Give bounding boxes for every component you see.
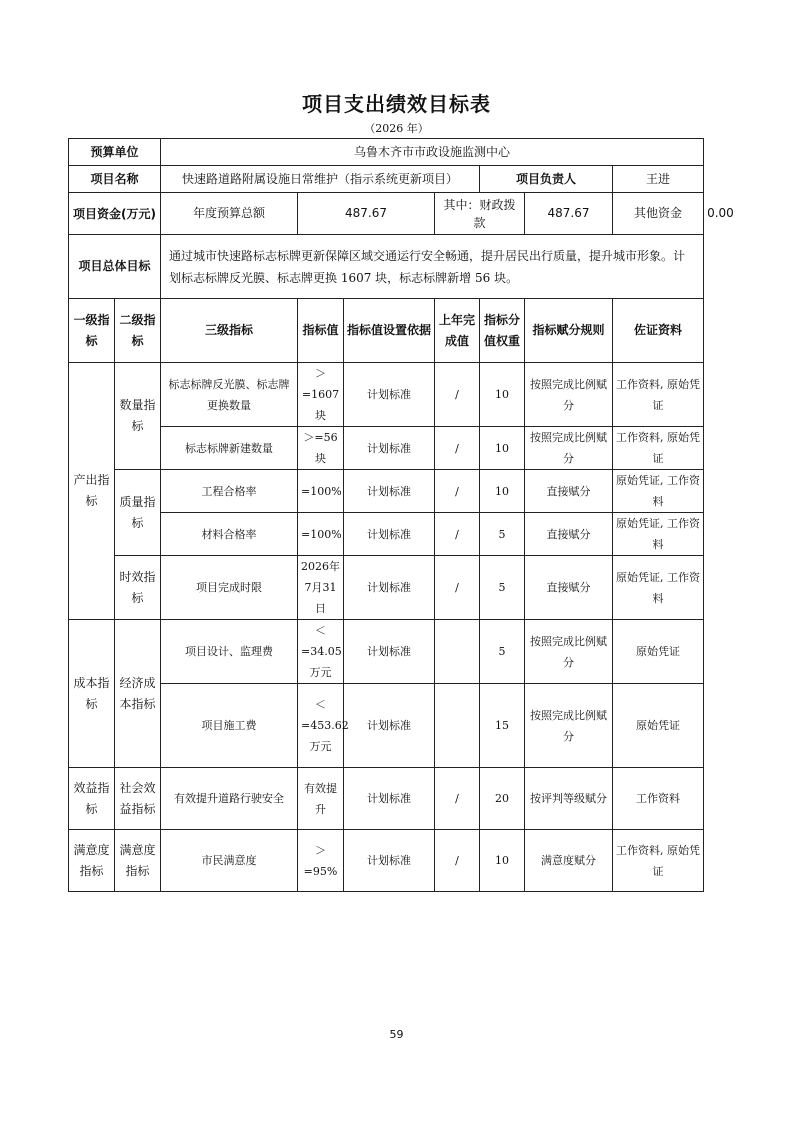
last-year-cell: /: [435, 768, 480, 830]
weight-cell: 10: [480, 363, 525, 427]
value-cell: ＜=453.62万元: [298, 684, 344, 768]
weight-cell: 20: [480, 768, 525, 830]
page-title: 项目支出绩效目标表: [302, 92, 491, 116]
last-year-cell: [435, 620, 480, 684]
last-year-cell: /: [435, 363, 480, 427]
table-row: [69, 363, 704, 427]
table-row: [69, 427, 704, 470]
value-cell: ＞=95%: [298, 830, 344, 892]
rule-cell: 直接赋分: [525, 513, 613, 556]
evidence-cell: 工作资料, 原始凭证: [613, 830, 704, 892]
unit-label: 预算单位: [69, 139, 161, 166]
indicator-cell: 标志标牌反光膜、标志牌更换数量: [161, 363, 298, 427]
weight-cell: 10: [480, 470, 525, 513]
last-year-cell: /: [435, 513, 480, 556]
level1-satisfaction: 满意度指标: [69, 830, 115, 892]
table-row: [69, 620, 704, 684]
fiscal-value: 487.67: [525, 193, 613, 235]
project-name-row: [69, 166, 704, 193]
annual-budget-value: 487.67: [298, 193, 435, 235]
table-row: [69, 513, 704, 556]
weight-cell: 10: [480, 427, 525, 470]
table-row: [69, 556, 704, 620]
goal-row: [69, 235, 704, 299]
col-value: 指标值: [298, 299, 344, 363]
basis-cell: 计划标准: [344, 684, 435, 768]
level2-satisfaction: 满意度指标: [115, 830, 161, 892]
weight-cell: 10: [480, 830, 525, 892]
goal-value: 通过城市快速路标志标牌更新保障区域交通运行安全畅通，提升居民出行质量，提升城市形象。计划标志标牌反光膜、标志牌更换 1607 块，标志标牌新增 56 块。: [161, 235, 704, 299]
level1-output: 产出指标: [69, 363, 115, 620]
indicator-cell: 标志标牌新建数量: [161, 427, 298, 470]
indicator-cell: 项目设计、监理费: [161, 620, 298, 684]
last-year-cell: /: [435, 556, 480, 620]
level1-cost: 成本指标: [69, 620, 115, 768]
indicator-cell: 有效提升道路行驶安全: [161, 768, 298, 830]
rule-cell: 按照完成比例赋分: [525, 684, 613, 768]
rule-cell: 按照完成比例赋分: [525, 363, 613, 427]
indicator-cell: 工程合格率: [161, 470, 298, 513]
table-row: [69, 830, 704, 892]
last-year-cell: /: [435, 427, 480, 470]
last-year-cell: /: [435, 830, 480, 892]
value-cell: =100%: [298, 470, 344, 513]
unit-row: [69, 139, 704, 166]
rule-cell: 满意度赋分: [525, 830, 613, 892]
indicator-cell: 市民满意度: [161, 830, 298, 892]
level2-timeliness: 时效指标: [115, 556, 161, 620]
basis-cell: 计划标准: [344, 427, 435, 470]
col-last-year: 上年完成值: [435, 299, 480, 363]
col-level2: 二级指标: [115, 299, 161, 363]
weight-cell: 5: [480, 513, 525, 556]
col-rule: 指标赋分规则: [525, 299, 613, 363]
rule-cell: 按评判等级赋分: [525, 768, 613, 830]
evidence-cell: 原始凭证: [613, 684, 704, 768]
col-evidence: 佐证资料: [613, 299, 704, 363]
evidence-cell: 原始凭证: [613, 620, 704, 684]
basis-cell: 计划标准: [344, 556, 435, 620]
page-number: 59: [389, 1028, 404, 1041]
last-year-cell: /: [435, 470, 480, 513]
level2-quantity: 数量指标: [115, 363, 161, 470]
indicator-cell: 项目施工费: [161, 684, 298, 768]
col-weight: 指标分值权重: [480, 299, 525, 363]
weight-cell: 5: [480, 556, 525, 620]
column-header-row: [69, 299, 704, 363]
value-cell: =100%: [298, 513, 344, 556]
level2-social: 社会效益指标: [115, 768, 161, 830]
owner-value: 王进: [613, 166, 704, 193]
year-label: （2026 年）: [364, 122, 429, 135]
unit-value: 乌鲁木齐市市政设施监测中心: [161, 139, 704, 166]
evidence-cell: 原始凭证, 工作资料: [613, 470, 704, 513]
indicator-cell: 项目完成时限: [161, 556, 298, 620]
evidence-cell: 工作资料, 原始凭证: [613, 363, 704, 427]
rule-cell: 按照完成比例赋分: [525, 620, 613, 684]
basis-cell: 计划标准: [344, 363, 435, 427]
col-level1: 一级指标: [69, 299, 115, 363]
value-cell: 有效提升: [298, 768, 344, 830]
basis-cell: 计划标准: [344, 620, 435, 684]
weight-cell: 15: [480, 684, 525, 768]
col-basis: 指标值设置依据: [344, 299, 435, 363]
basis-cell: 计划标准: [344, 830, 435, 892]
indicator-cell: 材料合格率: [161, 513, 298, 556]
weight-cell: 5: [480, 620, 525, 684]
project-name-label: 项目名称: [69, 166, 161, 193]
table-row: [69, 470, 704, 513]
basis-cell: 计划标准: [344, 470, 435, 513]
level1-benefit: 效益指标: [69, 768, 115, 830]
basis-cell: 计划标准: [344, 768, 435, 830]
performance-table: [68, 138, 734, 892]
project-name-value: 快速路道路附属设施日常维护（指示系统更新项目）: [161, 166, 480, 193]
owner-label: 项目负责人: [480, 166, 613, 193]
rule-cell: 直接赋分: [525, 470, 613, 513]
level2-quality: 质量指标: [115, 470, 161, 556]
col-level3: 三级指标: [161, 299, 298, 363]
fiscal-label: 其中：财政拨款: [435, 193, 525, 235]
evidence-cell: 工作资料: [613, 768, 704, 830]
value-cell: ＞=1607块: [298, 363, 344, 427]
evidence-cell: 工作资料, 原始凭证: [613, 427, 704, 470]
table-row: [69, 768, 704, 830]
evidence-cell: 原始凭证, 工作资料: [613, 513, 704, 556]
last-year-cell: [435, 684, 480, 768]
value-cell: ＜=34.05万元: [298, 620, 344, 684]
funds-row: 项目资金(万元) 年度预算总额 487.67 其中：财政拨款 487.67 其他资金 0.00: [69, 193, 704, 235]
table-row: [69, 684, 704, 768]
annual-budget-label: 年度预算总额: [161, 193, 298, 235]
goal-label: 项目总体目标: [69, 235, 161, 299]
value-cell: 2026年7月31日: [298, 556, 344, 620]
other-funds-label: 其他资金: [613, 193, 704, 235]
level2-economic: 经济成本指标: [115, 620, 161, 768]
funds-label: 项目资金(万元): [69, 193, 161, 235]
evidence-cell: 原始凭证, 工作资料: [613, 556, 704, 620]
basis-cell: 计划标准: [344, 513, 435, 556]
rule-cell: 直接赋分: [525, 556, 613, 620]
value-cell: ＞=56块: [298, 427, 344, 470]
rule-cell: 按照完成比例赋分: [525, 427, 613, 470]
